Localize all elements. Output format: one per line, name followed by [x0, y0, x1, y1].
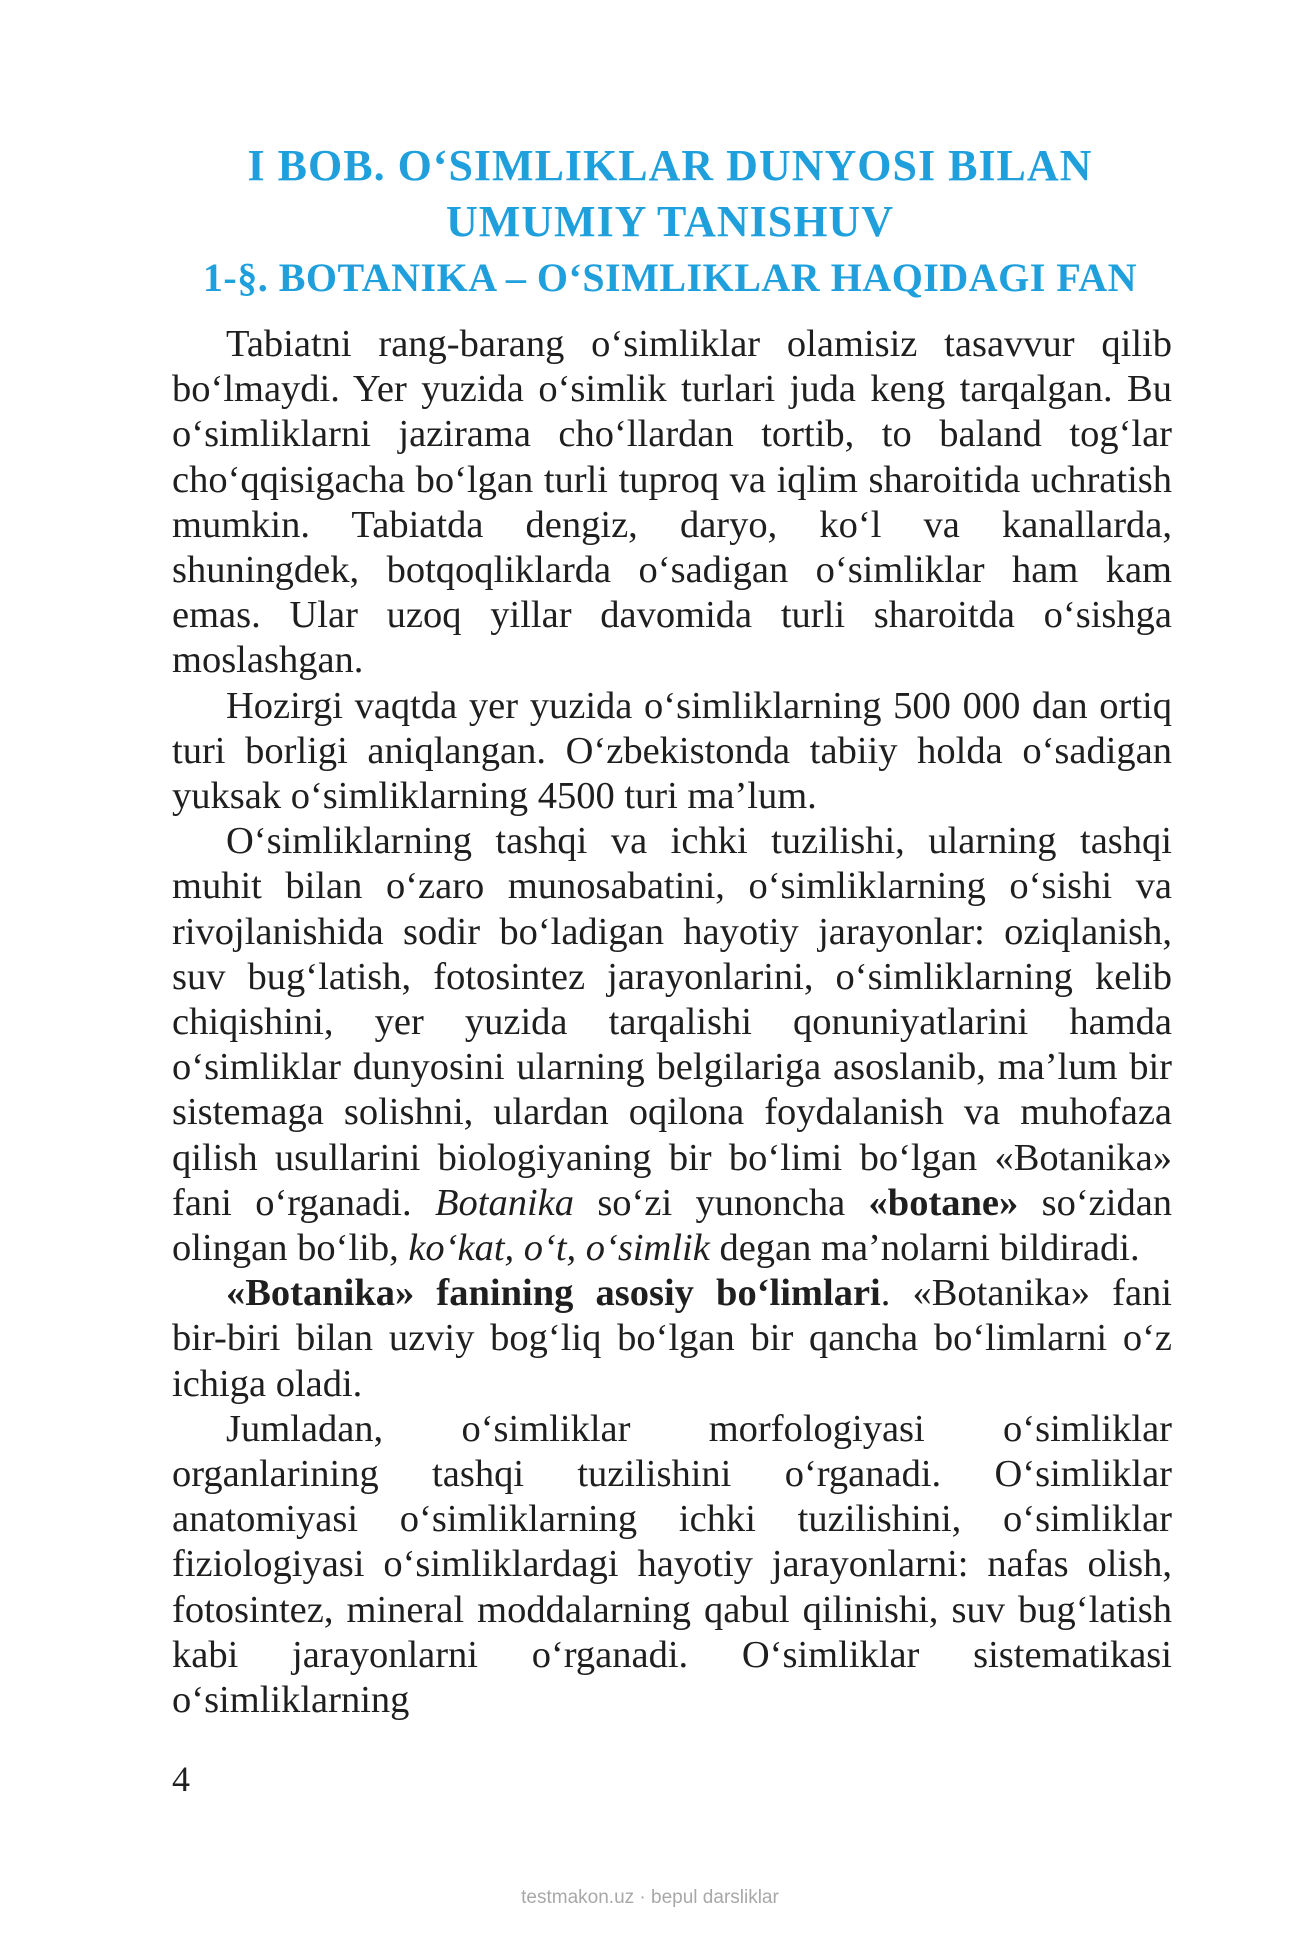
body-text — [172, 322, 1172, 1723]
chapter-title-line-1: I BOB. O‘SIMLIKLAR DUNYOSI BILAN — [247, 141, 1093, 190]
footer-watermark: testmakon.uz · bepul darsliklar — [521, 1887, 779, 1908]
term-meaning: ko‘kat, o‘t, o‘simlik — [408, 1227, 710, 1270]
paragraph-3-text-1: O‘simliklarning tashqi va ichki tuzilishi, ularning tashqi muhit bilan o‘zaro munosabatini, o‘simliklarning o‘sishi va rivojlanishida sodir bo‘ladigan hayotiy jarayonlar: oziqlanish, suv bug‘latish, fotosintez jarayonlarini, o‘simliklarning kelib chiqishini, yer yuzida tarqalishi qonuniyatlarini hamda o‘simliklar dunyosini ularning belgilariga asoslanib, ma’lum bir sistemaga solishni, ulardan oqilona foydalanish va muhofaza qilish usullarini biologiyaning bir bo‘limi bo‘lgan «Botanika» fani o‘rganadi. — [172, 820, 1172, 1224]
term-botanika: Botanika — [434, 1181, 574, 1224]
paragraph-3-text-2: so‘zi yunoncha — [597, 1181, 846, 1224]
paragraph-4 — [172, 1271, 1172, 1407]
paragraph-3 — [172, 819, 1172, 1271]
paragraph-4-text: . «Botanika» fani bir-biri bilan uzviy bog‘liq bo‘lgan bir qancha bo‘limlarni o‘z ichiga oladi. — [172, 1272, 1172, 1405]
paragraph-1: Tabiatni rang-barang o‘simliklar olamisiz tasavvur qilib bo‘lmaydi. Yer yuzida o‘simlik turlari juda keng tarqalgan. Bu o‘simliklarni jazirama cho‘llardan tortib, to baland tog‘lar cho‘qqisigacha bo‘lgan turli tuproq va iqlim sharoitida uchratish mumkin. Tabiatda dengiz, daryo, ko‘l va kanallarda, shuningdek, botqoqliklarda o‘sadigan o‘simliklar ham kam emas. Ular uzoq yillar davomida turli sharoitda o‘sishga moslashgan. — [172, 323, 1172, 682]
section-title: 1-§. BOTANIKA – O‘SIMLIKLAR HAQIDAGI FAN — [202, 255, 1138, 300]
subheading-botanika-sections: «Botanika» fanining asosiy bo‘limlari — [226, 1272, 881, 1315]
term-botane: «botane» — [868, 1181, 1019, 1224]
paragraph-2: Hozirgi vaqtda yer yuzida o‘simliklarning 500 000 dan ortiq turi borligi aniqlangan. O‘zbekistonda tabiiy holda o‘sadigan yuksak o‘simliklarning 4500 turi ma’lum. — [172, 684, 1172, 818]
chapter-title — [150, 138, 1190, 250]
paragraph-3-text-4: degan ma’nolarni bildiradi. — [719, 1227, 1140, 1270]
page-number: 4 — [172, 1759, 190, 1799]
paragraph-3-text-3: so‘zidan olingan bo‘lib, — [172, 1181, 1173, 1270]
chapter-title-line-2: UMUMIY TANISHUV — [445, 197, 895, 246]
paragraph-5: Jumladan, o‘simliklar morfologiyasi o‘simliklar organlarining tashqi tuzilishini o‘rganadi. O‘simliklar anatomiyasi o‘simliklarning ichki tuzilishini, o‘simliklar fiziologiyasi o‘simliklardagi hayotiy jarayonlarni: nafas olish, fotosintez, mineral moddalarning qabul qilinishi, suv bug‘latish kabi jarayonlarni o‘rganadi. O‘simliklar sistematikasi o‘simliklarning — [172, 1407, 1172, 1722]
